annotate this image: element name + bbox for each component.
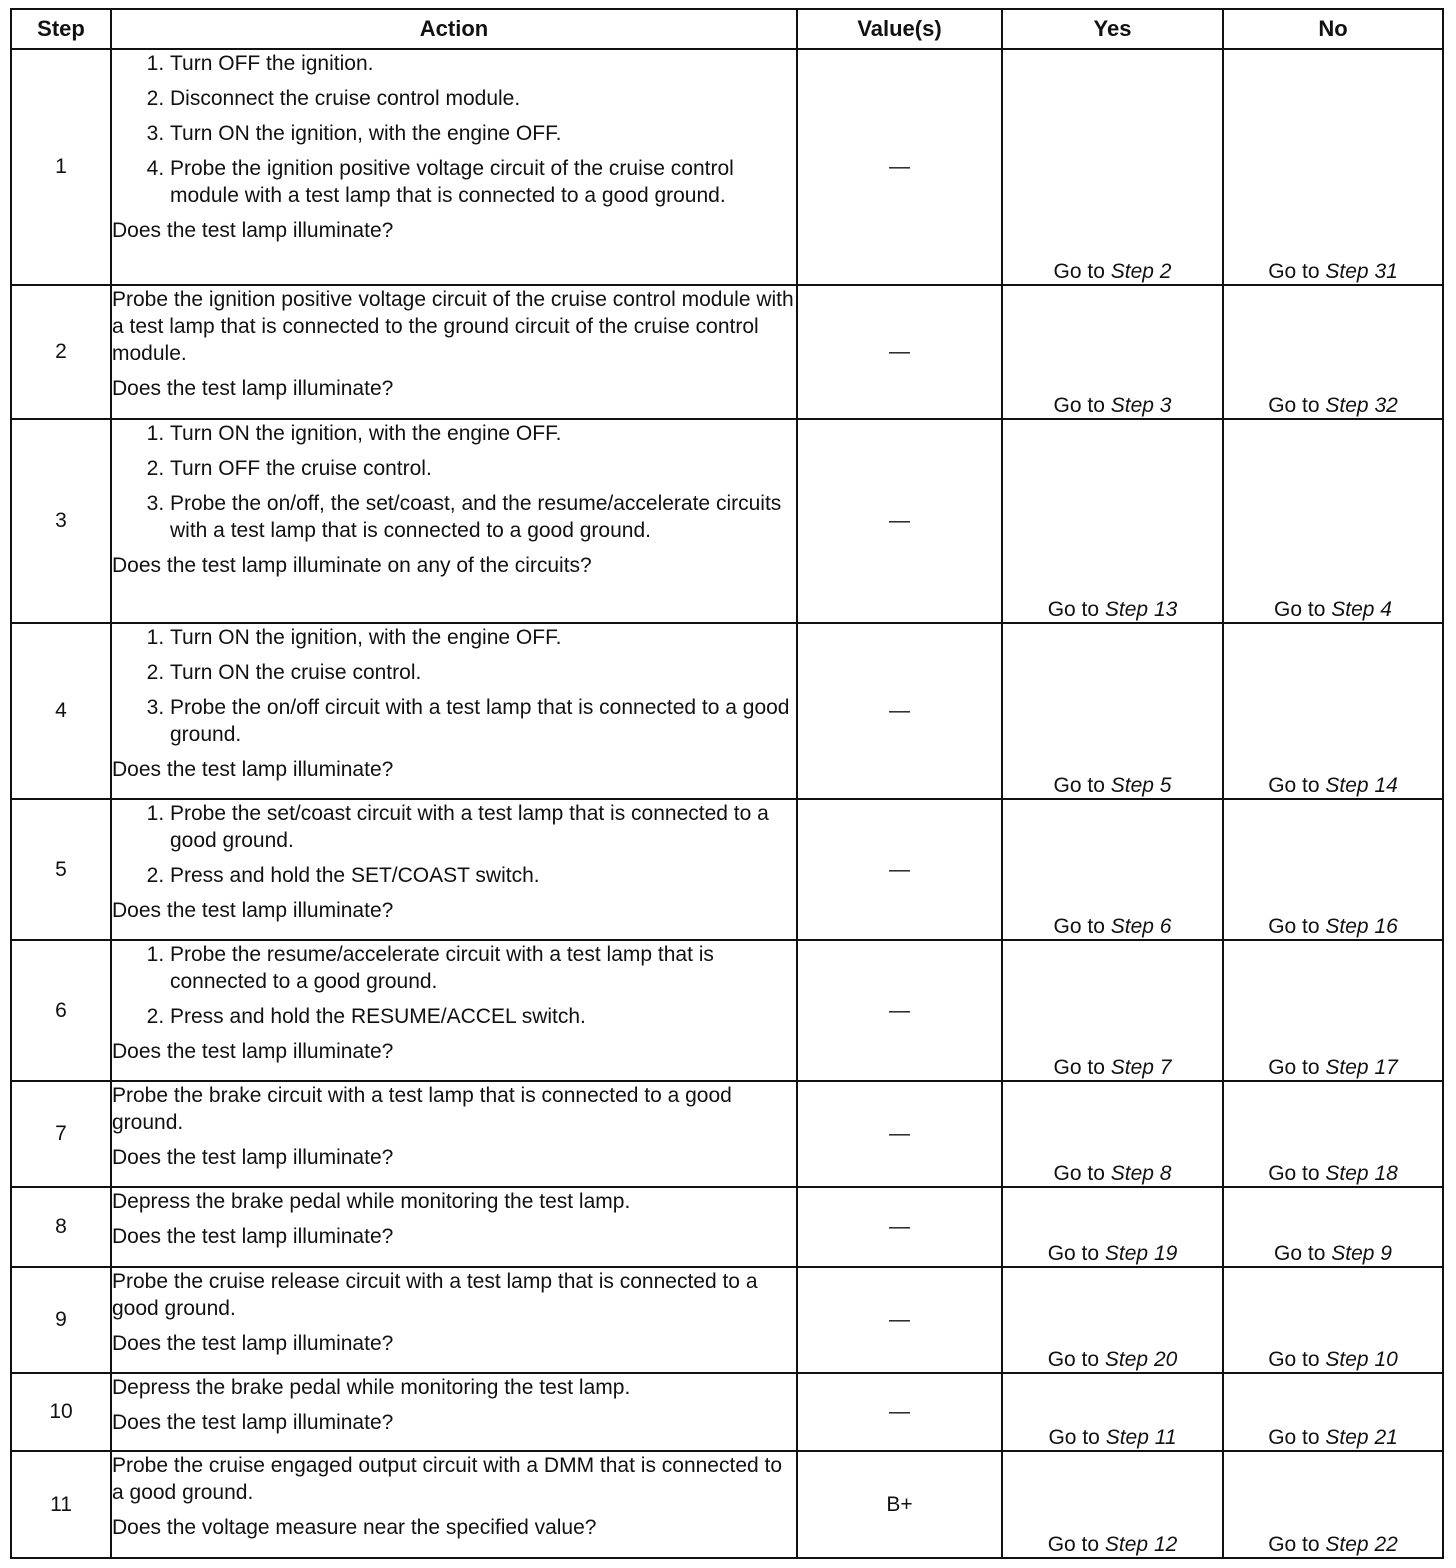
action-steps xyxy=(112,624,796,748)
goto-target: Step 12 xyxy=(1104,1533,1178,1556)
yes-cell xyxy=(1002,623,1223,799)
step-number: 6 xyxy=(11,940,111,1081)
action-step: 2. Turn OFF the cruise control. xyxy=(170,455,796,482)
goto-target: Step 22 xyxy=(1325,1533,1398,1556)
yes-cell xyxy=(1002,419,1223,623)
action-cell xyxy=(111,419,797,623)
value-cell: — xyxy=(797,49,1002,285)
goto-prefix: Go to xyxy=(1274,598,1326,621)
header-step: Step xyxy=(11,9,111,49)
goto-prefix: Go to xyxy=(1268,774,1320,797)
action-step: 1. Probe the resume/accelerate circuit with a test lamp that is connected to a good ground. xyxy=(170,941,796,995)
action-question: Does the test lamp illuminate? xyxy=(112,1332,394,1355)
table-row xyxy=(11,623,1443,799)
action-instruction: Depress the brake pedal while monitoring the test lamp. xyxy=(112,1190,631,1213)
value-cell: — xyxy=(797,623,1002,799)
action-step: 1. Turn ON the ignition, with the engine OFF. xyxy=(170,420,796,447)
action-cell xyxy=(111,1081,797,1187)
goto-target: Step 21 xyxy=(1325,1426,1398,1449)
action-step: 3. Probe the on/off circuit with a test lamp that is connected to a good ground. xyxy=(170,694,796,748)
table-row xyxy=(11,799,1443,940)
action-step: 2. Press and hold the SET/COAST switch. xyxy=(170,862,796,889)
action-question: Does the test lamp illuminate? xyxy=(112,899,394,922)
action-question: Does the test lamp illuminate on any of the circuits? xyxy=(112,554,592,577)
goto-target: Step 7 xyxy=(1110,1056,1172,1079)
goto-prefix: Go to xyxy=(1268,260,1320,283)
no-cell xyxy=(1223,49,1443,285)
goto-target: Step 13 xyxy=(1104,598,1178,621)
goto-target: Step 3 xyxy=(1110,394,1172,417)
goto-prefix: Go to xyxy=(1048,1426,1100,1449)
goto-prefix: Go to xyxy=(1053,1162,1105,1185)
action-step: 4. Probe the ignition positive voltage circuit of the cruise control module with a test lamp that is connected to a good ground. xyxy=(170,155,796,209)
goto-prefix: Go to xyxy=(1047,1242,1100,1265)
no-cell xyxy=(1223,1373,1443,1451)
goto-target: Step 10 xyxy=(1325,1348,1398,1371)
action-question: Does the test lamp illuminate? xyxy=(112,377,394,400)
table-row xyxy=(11,1451,1443,1558)
action-step: 2. Press and hold the RESUME/ACCEL switch. xyxy=(170,1003,796,1030)
no-cell xyxy=(1223,419,1443,623)
step-number: 1 xyxy=(11,49,111,285)
no-cell xyxy=(1223,1187,1443,1267)
table-row xyxy=(11,419,1443,623)
action-step: 2. Turn ON the cruise control. xyxy=(170,659,796,686)
goto-prefix: Go to xyxy=(1268,915,1320,938)
value-cell: — xyxy=(797,1267,1002,1373)
goto-target: Step 18 xyxy=(1325,1162,1398,1185)
no-cell xyxy=(1223,623,1443,799)
goto-target: Step 6 xyxy=(1110,915,1172,938)
action-step: 1. Probe the set/coast circuit with a test lamp that is connected to a good ground. xyxy=(170,800,796,854)
no-cell xyxy=(1223,1267,1443,1373)
step-number: 11 xyxy=(11,1451,111,1558)
yes-cell xyxy=(1002,285,1223,419)
goto-target: Step 19 xyxy=(1104,1242,1178,1265)
goto-prefix: Go to xyxy=(1274,1242,1326,1265)
yes-cell xyxy=(1002,1187,1223,1267)
step-number: 5 xyxy=(11,799,111,940)
action-question: Does the test lamp illuminate? xyxy=(112,1146,394,1169)
goto-target: Step 32 xyxy=(1325,394,1398,417)
goto-prefix: Go to xyxy=(1268,1348,1320,1371)
no-cell xyxy=(1223,799,1443,940)
value-cell: — xyxy=(797,285,1002,419)
action-question: Does the test lamp illuminate? xyxy=(112,1225,394,1248)
goto-prefix: Go to xyxy=(1268,394,1320,417)
goto-target: Step 31 xyxy=(1325,260,1398,283)
no-cell xyxy=(1223,1451,1443,1558)
action-step: 1. Turn OFF the ignition. xyxy=(170,50,796,77)
action-cell xyxy=(111,1451,797,1558)
goto-prefix: Go to xyxy=(1053,1056,1105,1079)
value-cell: — xyxy=(797,1187,1002,1267)
table-row xyxy=(11,1267,1443,1373)
action-cell xyxy=(111,1373,797,1451)
goto-target: Step 17 xyxy=(1325,1056,1398,1079)
no-cell xyxy=(1223,285,1443,419)
action-steps xyxy=(112,50,796,209)
action-steps xyxy=(112,800,796,889)
step-number: 8 xyxy=(11,1187,111,1267)
goto-target: Step 16 xyxy=(1325,915,1398,938)
goto-target: Step 14 xyxy=(1325,774,1398,797)
action-cell xyxy=(111,940,797,1081)
action-step: 3. Probe the on/off, the set/coast, and the resume/accelerate circuits with a test lamp that is connected to a good ground. xyxy=(170,490,796,544)
step-number: 10 xyxy=(11,1373,111,1451)
header-action: Action xyxy=(111,9,797,49)
action-step: 3. Turn ON the ignition, with the engine OFF. xyxy=(170,120,796,147)
goto-target: Step 4 xyxy=(1331,598,1392,621)
goto-prefix: Go to xyxy=(1268,1162,1320,1185)
yes-cell xyxy=(1002,1451,1223,1558)
diagnostic-table xyxy=(10,8,1444,1559)
goto-prefix: Go to xyxy=(1268,1056,1320,1079)
header-values: Value(s) xyxy=(797,9,1002,49)
action-question: Does the test lamp illuminate? xyxy=(112,1411,394,1434)
header-no: No xyxy=(1223,9,1443,49)
goto-prefix: Go to xyxy=(1268,1533,1320,1556)
action-question: Does the test lamp illuminate? xyxy=(112,219,394,242)
action-question: Does the test lamp illuminate? xyxy=(112,1040,394,1063)
table-body xyxy=(11,49,1443,1558)
action-cell xyxy=(111,799,797,940)
goto-prefix: Go to xyxy=(1053,394,1105,417)
value-cell: — xyxy=(797,940,1002,1081)
value-cell: — xyxy=(797,1081,1002,1187)
action-instruction: Depress the brake pedal while monitoring the test lamp. xyxy=(112,1376,631,1399)
yes-cell xyxy=(1002,1373,1223,1451)
yes-cell xyxy=(1002,799,1223,940)
goto-target: Step 8 xyxy=(1110,1162,1172,1185)
goto-prefix: Go to xyxy=(1047,1348,1100,1371)
goto-prefix: Go to xyxy=(1053,774,1105,797)
goto-target: Step 2 xyxy=(1110,260,1172,283)
table-row xyxy=(11,49,1443,285)
no-cell xyxy=(1223,940,1443,1081)
goto-prefix: Go to xyxy=(1047,598,1100,621)
action-question: Does the voltage measure near the specified value? xyxy=(112,1516,597,1539)
header-row xyxy=(11,9,1443,49)
no-cell xyxy=(1223,1081,1443,1187)
goto-target: Step 9 xyxy=(1331,1242,1392,1265)
table-row xyxy=(11,940,1443,1081)
value-cell: — xyxy=(797,799,1002,940)
step-number: 2 xyxy=(11,285,111,419)
goto-prefix: Go to xyxy=(1268,1426,1320,1449)
value-cell: B+ xyxy=(797,1451,1002,1558)
yes-cell xyxy=(1002,1267,1223,1373)
action-step: 2. Disconnect the cruise control module. xyxy=(170,85,796,112)
value-cell: — xyxy=(797,419,1002,623)
goto-target: Step 20 xyxy=(1104,1348,1178,1371)
value-cell: — xyxy=(797,1373,1002,1451)
table-row xyxy=(11,1187,1443,1267)
goto-prefix: Go to xyxy=(1053,260,1105,283)
step-number: 7 xyxy=(11,1081,111,1187)
action-steps xyxy=(112,420,796,544)
yes-cell xyxy=(1002,940,1223,1081)
table-row xyxy=(11,1081,1443,1187)
action-cell xyxy=(111,1267,797,1373)
action-cell xyxy=(111,49,797,285)
action-instruction: Probe the cruise release circuit with a test lamp that is connected to a good ground. xyxy=(112,1270,758,1320)
goto-target: Step 11 xyxy=(1105,1426,1177,1449)
action-instruction: Probe the cruise engaged output circuit with a DMM that is connected to a good ground. xyxy=(112,1454,783,1504)
action-cell xyxy=(111,623,797,799)
step-number: 4 xyxy=(11,623,111,799)
action-steps xyxy=(112,941,796,1030)
action-question: Does the test lamp illuminate? xyxy=(112,758,394,781)
yes-cell xyxy=(1002,49,1223,285)
goto-prefix: Go to xyxy=(1053,915,1105,938)
step-number: 9 xyxy=(11,1267,111,1373)
goto-target: Step 5 xyxy=(1110,774,1172,797)
table-row xyxy=(11,1373,1443,1451)
action-instruction: Probe the brake circuit with a test lamp that is connected to a good ground. xyxy=(112,1084,732,1134)
yes-cell xyxy=(1002,1081,1223,1187)
step-number: 3 xyxy=(11,419,111,623)
goto-prefix: Go to xyxy=(1047,1533,1100,1556)
table-row xyxy=(11,285,1443,419)
action-cell xyxy=(111,285,797,419)
action-step: 1. Turn ON the ignition, with the engine OFF. xyxy=(170,624,796,651)
action-cell xyxy=(111,1187,797,1267)
header-yes: Yes xyxy=(1002,9,1223,49)
action-instruction: Probe the ignition positive voltage circuit of the cruise control module with a test lamp that is connected to the ground circuit of the cruise control module. xyxy=(112,288,794,365)
